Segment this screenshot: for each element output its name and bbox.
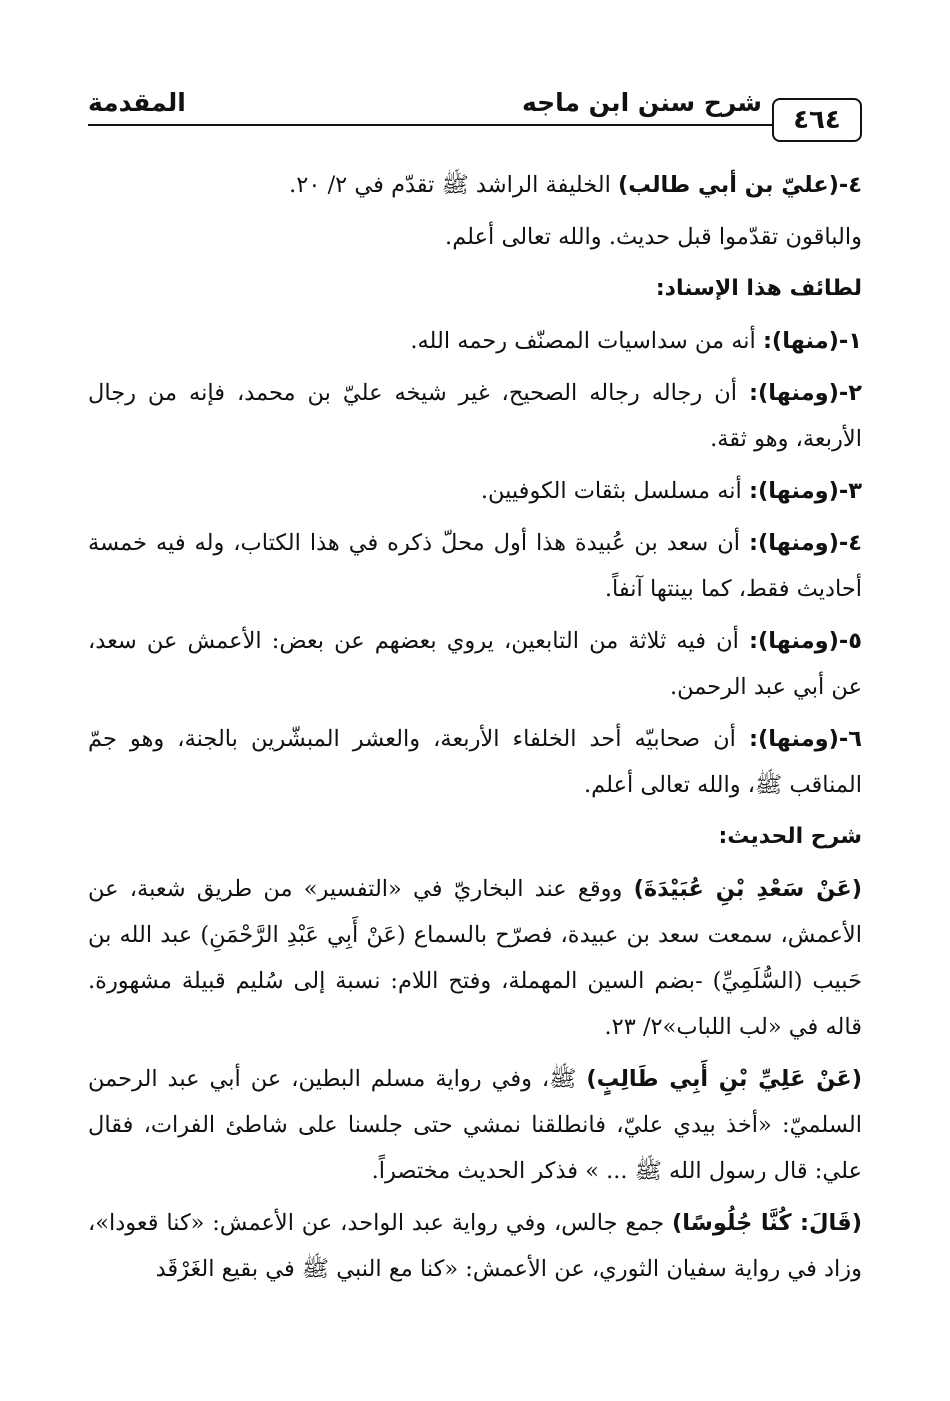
paragraph: ٤-(عليّ بن أبي طالب) الخليفة الراشد ﷺ تقدّم في ٢/ ٢٠. xyxy=(289,172,862,198)
paragraph: ٦-(ومنها): أن صحابيّه أحد الخلفاء الأربعة، والعشر المبشّرين بالجنة، وهو جمّ المناقب ﷺ، والله تعالى أعلم. xyxy=(88,726,862,798)
paragraph: ٥-(ومنها): أن فيه ثلاثة من التابعين، يروي بعضهم عن بعض: الأعمش عن سعد، عن أبي عبد الرحمن. xyxy=(88,628,862,700)
page-header xyxy=(88,88,862,148)
paragraph: والباقون تقدّموا قبل حديث. والله تعالى أعلم. xyxy=(445,224,862,250)
page-number-box: ٤٦٤ xyxy=(772,98,862,142)
paragraph: ١-(منها): أنه من سداسيات المصنّف رحمه الله. xyxy=(410,328,862,354)
header-rule xyxy=(88,124,772,126)
paragraph: (عَنْ عَلِيِّ بْنِ أَبِي طَالِبٍ) ﷺ، وفي رواية مسلم البطين، عن أبي عبد الرحمن السلميّ: «أخذ بيدي عليّ، فانطلقنا نمشي حتى جلسنا على شاطئ الفرات، فقال علي: قال رسول الله ﷺ ... » فذكر الحديث مختصراً. xyxy=(88,1066,862,1184)
paragraph: ٣-(ومنها): أنه مسلسل بثقات الكوفيين. xyxy=(480,478,862,504)
heading-isnad-notes: لطائف هذا الإسناد: xyxy=(655,276,862,301)
book-title: شرح سنن ابن ماجه xyxy=(521,88,762,117)
section-title: المقدمة xyxy=(88,88,186,117)
paragraph: ٢-(ومنها): أن رجاله رجاله الصحيح، غير شيخه عليّ بن محمد، فإنه من رجال الأربعة، وهو ثقة. xyxy=(88,380,862,452)
paragraph: ٤-(ومنها): أن سعد بن عُبيدة هذا أول محلّ ذكره في هذا الكتاب، وله فيه خمسة أحاديث فقط، كما بينتها آنفاً. xyxy=(88,530,862,602)
paragraph: (عَنْ سَعْدِ بْنِ عُبَيْدَةَ) ووقع عند البخاريّ في «التفسير» من طريق شعبة، عن الأعمش، سمعت سعد بن عبيدة، فصرّح بالسماع (عَنْ أَبِي عَبْدِ الرَّحْمَنِ) عبد الله بن حَبيب (السُّلَمِيِّ) -بضم السين المهملة، وفتح اللام: نسبة إلى سُليم قبيلة مشهورة. قاله في «لب اللباب»٢/ ٢٣. xyxy=(88,876,862,1040)
paragraph: (قَالَ: كُنَّا جُلُوسًا) جمع جالس، وفي رواية عبد الواحد، عن الأعمش: «كنا قعودا»، وزاد في رواية سفيان الثوري، عن الأعمش: «كنا مع النبي ﷺ في بقيع الغَرْقَد xyxy=(88,1210,863,1282)
page-body xyxy=(88,162,862,1298)
heading-hadith-explanation: شرح الحديث: xyxy=(718,824,862,849)
